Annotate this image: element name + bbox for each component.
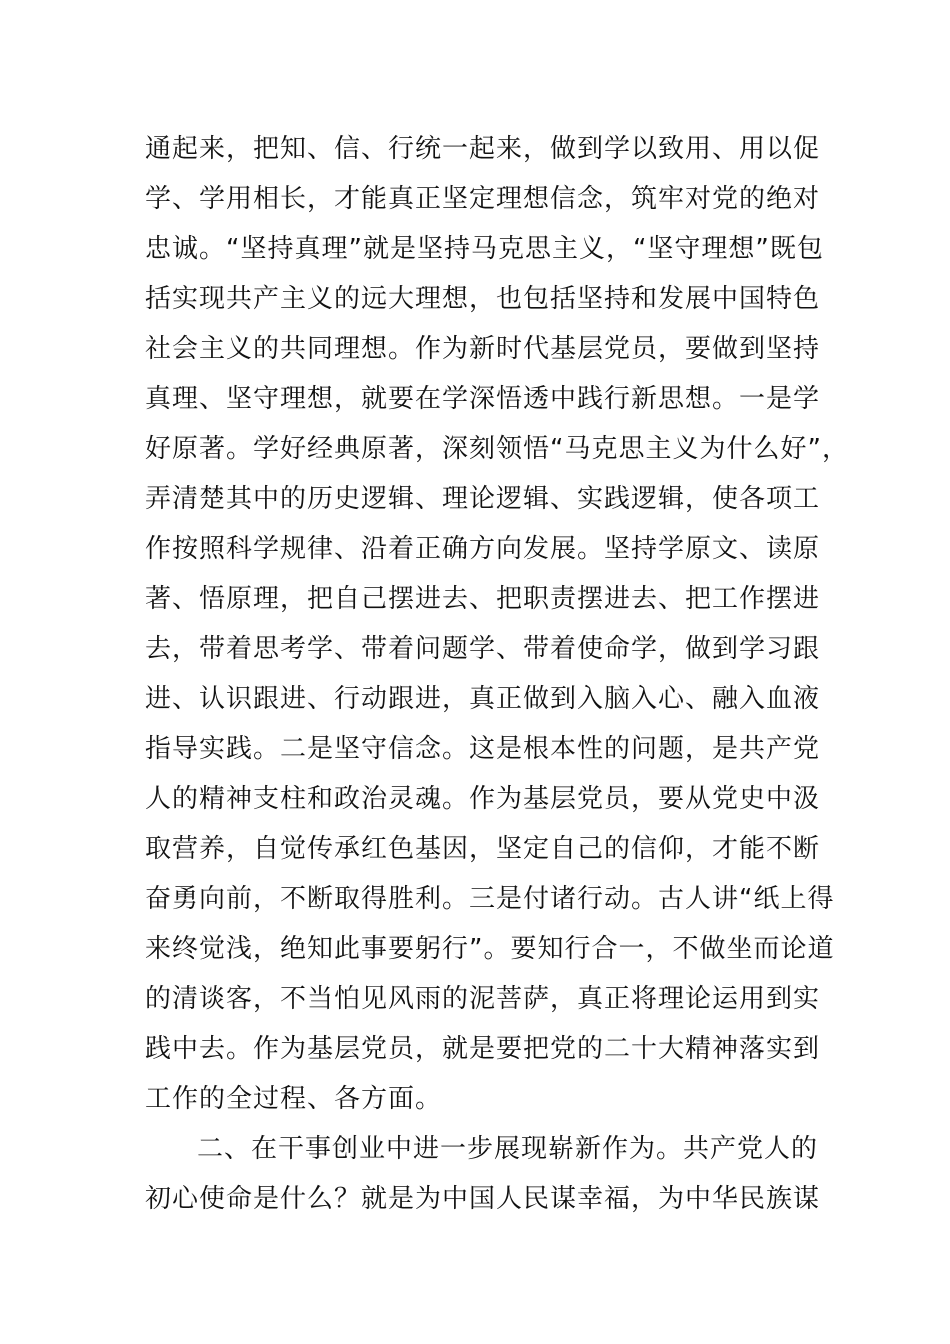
text-line: 来终觉浅，绝知此事要躬行”。要知行合一，不做坐而论道 bbox=[145, 934, 835, 964]
paragraph-2 bbox=[145, 1124, 821, 1224]
text-line: 作按照科学规律、沿着正确方向发展。坚持学原文、读原 bbox=[145, 534, 821, 564]
text-line: 社会主义的共同理想。作为新时代基层党员，要做到坚持 bbox=[145, 334, 821, 364]
text-line: 去，带着思考学、带着问题学、带着使命学，做到学习跟 bbox=[145, 634, 821, 664]
text-line: 学、学用相长，才能真正坚定理想信念，筑牢对党的绝对 bbox=[145, 184, 821, 214]
text-line: 好原著。学好经典原著，深刻领悟“马克思主义为什么好”， bbox=[145, 434, 849, 464]
text-line: 著、悟原理，把自己摆进去、把职责摆进去、把工作摆进 bbox=[145, 584, 821, 614]
text-line: 括实现共产主义的远大理想，也包括坚持和发展中国特色 bbox=[145, 284, 821, 314]
paragraph-1 bbox=[145, 124, 849, 1124]
text-line: 真理、坚守理想，就要在学深悟透中践行新思想。一是学 bbox=[145, 384, 821, 414]
text-line: 指导实践。二是坚守信念。这是根本性的问题，是共产党 bbox=[145, 734, 821, 764]
text-line: 进、认识跟进、行动跟进，真正做到入脑入心、融入血液 bbox=[145, 684, 821, 714]
text-line: 践中去。作为基层党员，就是要把党的二十大精神落实到 bbox=[145, 1034, 821, 1064]
text-line: 弄清楚其中的历史逻辑、理论逻辑、实践逻辑，使各项工 bbox=[145, 484, 821, 514]
text-line: 忠诚。“坚持真理”就是坚持马克思主义，“坚守理想”既包 bbox=[145, 234, 824, 264]
document-body bbox=[145, 124, 849, 1224]
text-line: 工作的全过程、各方面。 bbox=[145, 1084, 443, 1114]
section-heading-line: 二、在干事创业中进一步展现崭新作为。共产党人的 bbox=[197, 1134, 819, 1164]
text-line: 人的精神支柱和政治灵魂。作为基层党员，要从党史中汲 bbox=[145, 784, 821, 814]
text-line: 通起来，把知、信、行统一起来，做到学以致用、用以促 bbox=[145, 134, 821, 164]
text-line: 取营养，自觉传承红色基因，坚定自己的信仰，才能不断 bbox=[145, 834, 821, 864]
text-line: 奋勇向前，不断取得胜利。三是付诸行动。古人讲“纸上得 bbox=[145, 884, 835, 914]
text-line: 的清谈客，不当怕见风雨的泥菩萨，真正将理论运用到实 bbox=[145, 984, 821, 1014]
text-line: 初心使命是什么？就是为中国人民谋幸福，为中华民族谋 bbox=[145, 1184, 821, 1214]
